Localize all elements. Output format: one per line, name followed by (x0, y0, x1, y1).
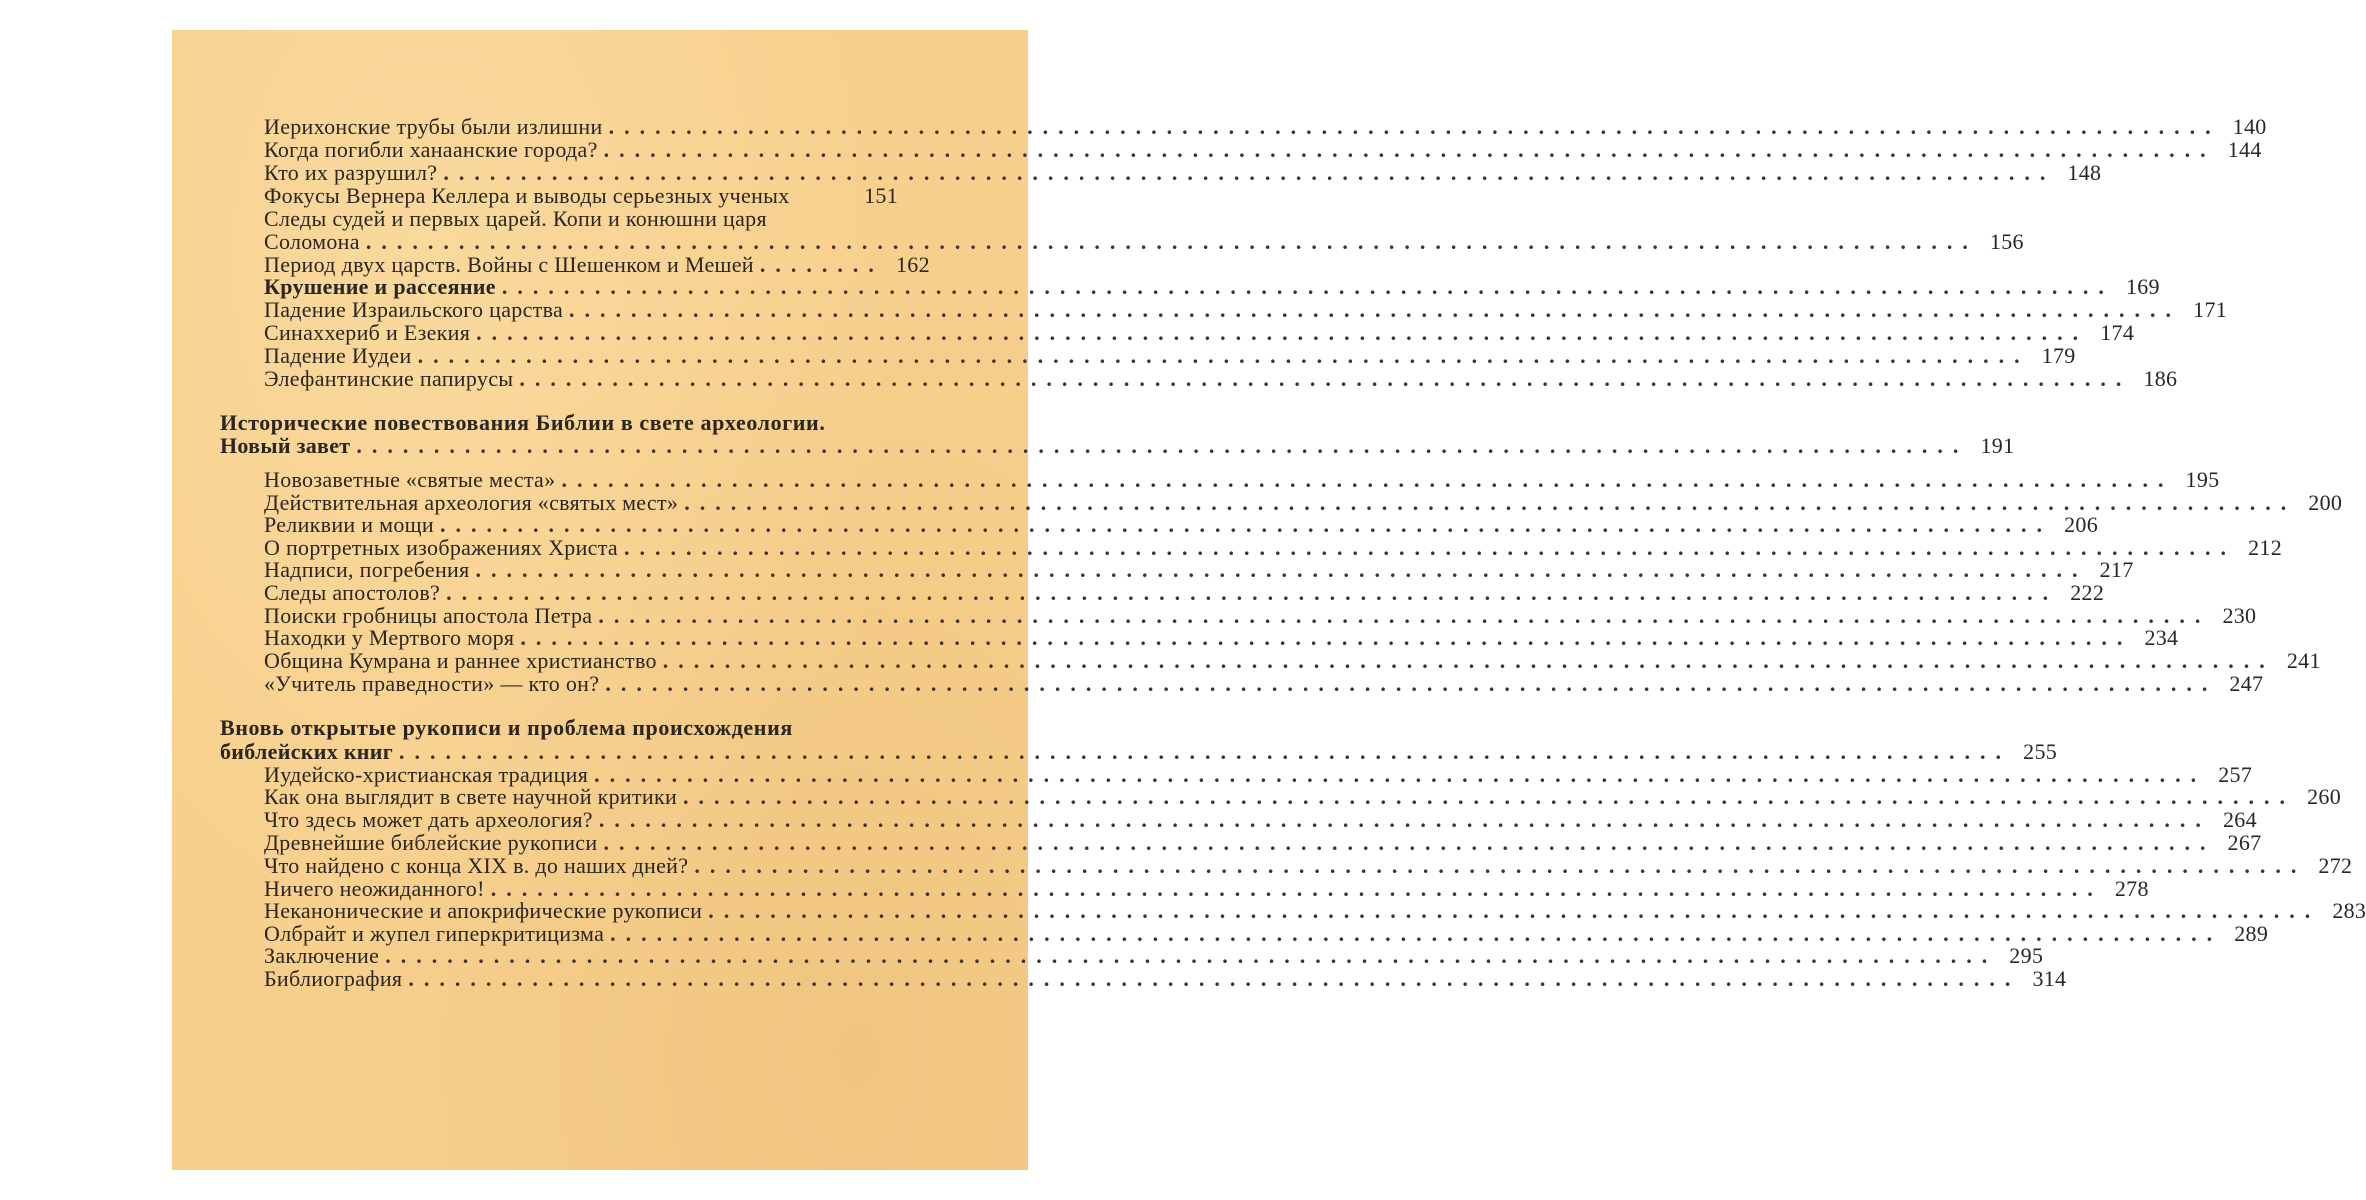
toc-leader-dots: ........................................................................................................ (694, 853, 2307, 878)
toc-entry (264, 648, 2321, 673)
toc-entry-title: Реликвии и мощи (264, 512, 434, 537)
toc-leader-dots: ........................................................................................................ (490, 876, 2103, 901)
toc-leader-dots: ........................................................................................................ (365, 229, 1978, 254)
toc-entry (264, 807, 2257, 832)
toc-entry-title: Период двух царств. Войны с Шешенком и Мешей (264, 252, 754, 277)
toc-entry-title: Иудейско-христианская традиция (264, 762, 589, 787)
toc-leader-dots: ........................................................................................................ (610, 921, 2223, 946)
toc-entry (264, 853, 2353, 878)
toc-entry-page: 283 (2332, 898, 2366, 923)
toc-entry-title: Падение Израильского царства (264, 297, 564, 322)
toc-entry (264, 467, 2220, 492)
toc-entry-title: Община Кумрана и раннее христианство (264, 648, 657, 673)
toc-entry (264, 185, 898, 208)
toc-entry (264, 557, 2134, 582)
toc-entry-title: Олбрайт и жупел гиперкритицизма (264, 921, 605, 946)
toc-entry-page: 212 (2248, 535, 2282, 560)
toc-entry-line1 (264, 208, 898, 231)
toc-entry-title: Когда погибли ханаанские города? (264, 137, 598, 162)
toc-entry-title: Фокусы Вернера Келлера и выводы серьезных ученых (264, 183, 790, 208)
toc-entry-title: «Учитель праведности» — кто он? (264, 671, 600, 696)
toc-entry-page: 267 (2227, 830, 2262, 855)
toc-entry-page: 151 (864, 183, 898, 208)
toc-entry-title: Кто их разрушил? (264, 160, 438, 185)
toc-entry-page: 247 (2229, 671, 2264, 696)
toc-leader-dots: ........................................................................................................ (399, 739, 2012, 764)
toc-leader-dots: ........................................................................................................ (662, 648, 2275, 673)
toc-entry-page: 257 (2218, 762, 2253, 787)
toc-entry-page: 295 (2009, 943, 2044, 968)
toc-entry-title: Что найдено с конца XIX в. до наших дней? (264, 853, 689, 878)
toc-leader-dots: ........................................................................................................ (356, 433, 1969, 458)
toc-entry-page: 174 (2100, 320, 2135, 345)
toc-entry-page: 162 (895, 252, 930, 277)
toc-entry-page: 156 (1989, 229, 2024, 254)
toc-leader-dots: ........................................................................................................ (708, 898, 2321, 923)
toc-leader-dots: ........................................................................................................ (440, 512, 2052, 537)
toc-entry-page: 179 (2041, 343, 2076, 368)
toc-leader-dots: ........................................................................................................ (385, 943, 1998, 968)
toc-entry-page: 171 (2193, 297, 2228, 322)
toc-entry-page: 264 (2222, 807, 2257, 832)
toc-entry-page: 234 (2144, 625, 2179, 650)
toc-leader-dots: ........ (759, 252, 884, 277)
toc-entry-page: 140 (2232, 114, 2267, 139)
toc-entry-title: Действительная археология «святых мест» (264, 490, 679, 515)
section-heading (220, 412, 898, 435)
toc-leader-dots: ........................................................................................................ (476, 320, 2089, 345)
toc-leader-dots: ........................................................................................................ (561, 467, 2174, 492)
book-page (172, 30, 2366, 1170)
toc-leader-dots: ........................................................................................................ (569, 297, 2182, 322)
toc-entry-title: Падение Иудеи (264, 343, 412, 368)
toc-entry (264, 898, 2366, 923)
toc-entry-page: 222 (2070, 580, 2105, 605)
toc-entry-title: Крушение и рассеяние (264, 274, 496, 299)
section-title-line1: Вновь открытые рукописи и проблема происхождения (220, 715, 793, 740)
toc-entry (264, 671, 2264, 696)
section-heading-entry (220, 433, 2015, 458)
toc-entry-title: Надписи, погребения (264, 557, 470, 582)
toc-entry-title: Что здесь может дать археология? (264, 807, 593, 832)
toc-leader-dots: ........................................................................................................ (598, 603, 2211, 628)
toc-entry-title: Следы апостолов? (264, 580, 441, 605)
toc-entry-page: 169 (2125, 274, 2160, 299)
section-heading-entry (220, 739, 2058, 764)
toc-entry (264, 512, 2098, 537)
toc-leader-dots: ........................................................................................................ (501, 274, 2114, 299)
toc-entry-title: Иерихонские трубы были излишни (264, 114, 603, 139)
toc-entry (264, 114, 2267, 139)
toc-entry-title: Соломона (264, 229, 360, 254)
toc-entry-page: 230 (2222, 603, 2257, 628)
toc-entry (264, 366, 2178, 391)
section-title-line1: Исторические повествования Библии в свете археологии. (220, 410, 826, 435)
toc-entry-title: Древнейшие библейские рукописи (264, 830, 598, 855)
toc-entry-title: Как она выглядит в свете научной критики (264, 784, 678, 809)
toc-entry-page: 195 (2185, 467, 2220, 492)
toc-entry-page: 260 (2307, 784, 2342, 809)
toc-entry (264, 625, 2179, 650)
toc-leader-dots: ........................................................................................................ (520, 625, 2133, 650)
toc-leader-dots: ........................................................................................................ (417, 343, 2030, 368)
toc-leader-dots: ........................................................................................................ (603, 137, 2216, 162)
toc-entry-bold (264, 274, 2160, 299)
toc-entry (264, 580, 2105, 605)
toc-leader-dots: ........................................................................................................ (594, 762, 2207, 787)
toc-entry-page: 278 (2114, 876, 2149, 901)
toc-entry-title: Ничего неожиданного! (264, 876, 485, 901)
toc-entry (264, 229, 2024, 254)
toc-entry-title: Синаххериб и Езекия (264, 320, 471, 345)
toc-entry-title: Неканонические и апокрифические рукописи (264, 898, 703, 923)
toc-entry-page: 289 (2234, 921, 2269, 946)
toc-leader-dots: ........................................................................................................ (443, 160, 2056, 185)
toc-entry-page: 272 (2318, 853, 2353, 878)
toc-entry (264, 830, 2262, 855)
toc-entry (264, 297, 2228, 322)
toc-entry-page: 217 (2099, 557, 2134, 582)
toc-entry-page: 148 (2067, 160, 2102, 185)
toc-leader-dots: ........................................................................................................ (605, 671, 2218, 696)
toc-leader-dots: ........................................................................................................ (624, 535, 2236, 560)
toc-leader-dots: ........................................................................................................ (519, 366, 2132, 391)
toc-leader-dots: ........................................................................................................ (683, 784, 2296, 809)
section-page: 191 (1980, 433, 2015, 458)
toc-entry-title: Следы судей и первых царей. Копи и конюшни царя (264, 206, 767, 231)
toc-entry-page: 206 (2064, 512, 2098, 537)
section-title-line2: Новый завет (220, 433, 351, 458)
toc-leader-dots: ........................................................................................................ (603, 830, 2216, 855)
toc-leader-dots: ........................................................................................................ (684, 490, 2297, 515)
section-page: 255 (2023, 739, 2058, 764)
toc-entry-page: 200 (2308, 490, 2343, 515)
toc-entry-title: Поиски гробницы апостола Петра (264, 603, 593, 628)
toc-entry-title: Новозаветные «святые места» (264, 467, 556, 492)
toc-entry (264, 320, 2135, 345)
toc-entry (264, 343, 2076, 368)
section-title-line2: библейских книг (220, 739, 394, 764)
toc-entry-title: Элефантинские папирусы (264, 366, 514, 391)
toc-entry (264, 137, 2262, 162)
toc-leader-dots: ........................................................................................................ (608, 114, 2221, 139)
toc-entry-title: Находки у Мертвого моря (264, 625, 515, 650)
toc-entry-title: О портретных изображениях Христа (264, 535, 618, 560)
toc-leader-dots: ........................................................................................................ (598, 807, 2211, 832)
toc-leader-dots: ........................................................................................................ (408, 966, 2021, 991)
toc-entry-page: 314 (2032, 966, 2067, 991)
toc-leader-dots: ........................................................................................................ (475, 557, 2088, 582)
section-heading (220, 717, 898, 740)
toc-entry (264, 160, 2102, 185)
toc-entry-page: 144 (2227, 137, 2262, 162)
toc-entry (264, 784, 2342, 809)
toc-entry-title: Заключение (264, 943, 380, 968)
toc-entry-page: 186 (2143, 366, 2178, 391)
toc-entry-page: 241 (2286, 648, 2321, 673)
toc-entry-title: Библиография (264, 966, 403, 991)
toc-entry (264, 943, 2044, 968)
toc-leader-dots: ........................................................................................................ (446, 580, 2059, 605)
toc-entry (264, 966, 2067, 991)
